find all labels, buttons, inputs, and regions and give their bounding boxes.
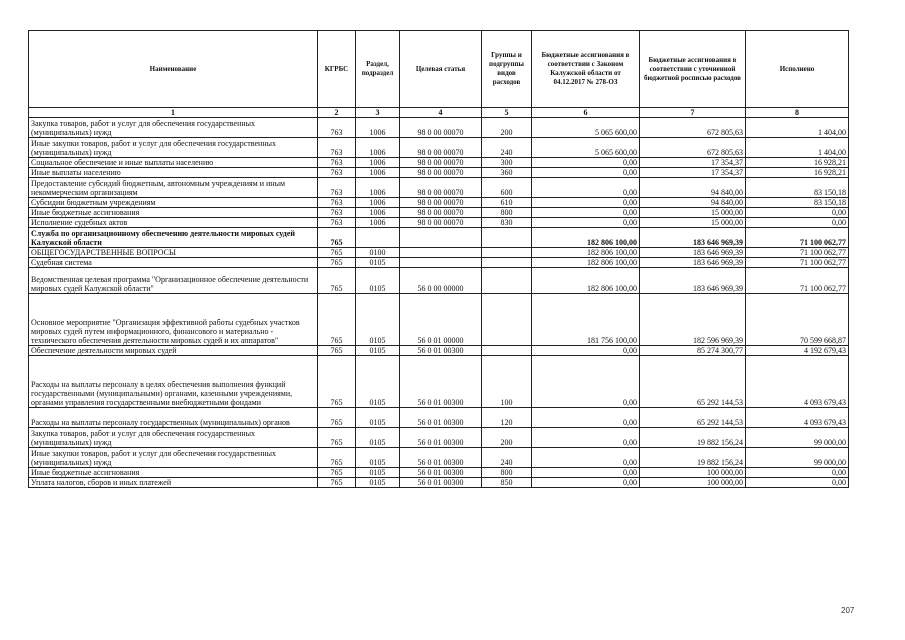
cell-refined: 94 840,00 bbox=[640, 198, 746, 208]
table-row bbox=[29, 408, 849, 428]
cell-name: Закупка товаров, работ и услуг для обеспечения государственных (муниципальных) нужд bbox=[29, 118, 318, 138]
header-name: Наименование bbox=[29, 31, 318, 108]
cell-name: Расходы на выплаты персоналу государственных (муниципальных) органов bbox=[29, 408, 318, 428]
cell-section: 0105 bbox=[356, 356, 400, 408]
cell-law: 0,00 bbox=[532, 408, 640, 428]
cell-law: 182 806 100,00 bbox=[532, 258, 640, 268]
cell-target: 56 0 01 00300 bbox=[400, 346, 482, 356]
cell-target: 56 0 01 00300 bbox=[400, 448, 482, 468]
cell-group bbox=[482, 294, 532, 346]
cell-section: 0105 bbox=[356, 258, 400, 268]
cell-group: 240 bbox=[482, 138, 532, 158]
cell-group bbox=[482, 346, 532, 356]
cell-refined: 183 646 969,39 bbox=[640, 258, 746, 268]
cell-kgrbs: 765 bbox=[318, 228, 356, 248]
cell-refined: 182 596 969,39 bbox=[640, 294, 746, 346]
cell-group: 200 bbox=[482, 428, 532, 448]
column-number: 6 bbox=[532, 108, 640, 118]
header-law: Бюджетные ассигнования в соответствии с Законом Калужской области от 04.12.2017 № 278-ОЗ bbox=[532, 31, 640, 108]
budget-document-sheet bbox=[28, 30, 848, 488]
cell-executed: 4 192 679,43 bbox=[746, 346, 849, 356]
cell-refined: 65 292 144,53 bbox=[640, 408, 746, 428]
cell-law: 182 806 100,00 bbox=[532, 248, 640, 258]
cell-section: 1006 bbox=[356, 158, 400, 168]
table-row bbox=[29, 294, 849, 346]
cell-group: 800 bbox=[482, 468, 532, 478]
cell-target: 98 0 00 00070 bbox=[400, 138, 482, 158]
cell-refined: 183 646 969,39 bbox=[640, 268, 746, 294]
cell-group: 360 bbox=[482, 168, 532, 178]
cell-refined: 183 646 969,39 bbox=[640, 248, 746, 258]
cell-law: 182 806 100,00 bbox=[532, 228, 640, 248]
header-kgrbs: КГРБС bbox=[318, 31, 356, 108]
cell-target: 56 0 01 00300 bbox=[400, 408, 482, 428]
cell-target: 56 0 01 00000 bbox=[400, 294, 482, 346]
cell-target: 56 0 01 00300 bbox=[400, 428, 482, 448]
cell-name: Судебная система bbox=[29, 258, 318, 268]
cell-group bbox=[482, 248, 532, 258]
cell-law: 0,00 bbox=[532, 178, 640, 198]
cell-law: 0,00 bbox=[532, 468, 640, 478]
cell-executed: 4 093 679,43 bbox=[746, 356, 849, 408]
cell-executed: 16 928,21 bbox=[746, 158, 849, 168]
cell-refined: 65 292 144,53 bbox=[640, 356, 746, 408]
cell-name: Исполнение судебных актов bbox=[29, 218, 318, 228]
cell-group bbox=[482, 268, 532, 294]
column-number: 7 bbox=[640, 108, 746, 118]
cell-law: 0,00 bbox=[532, 448, 640, 468]
cell-section: 0105 bbox=[356, 448, 400, 468]
cell-refined: 15 000,00 bbox=[640, 208, 746, 218]
cell-section: 0105 bbox=[356, 346, 400, 356]
cell-target: 98 0 00 00070 bbox=[400, 198, 482, 208]
cell-refined: 100 000,00 bbox=[640, 478, 746, 488]
cell-law: 0,00 bbox=[532, 158, 640, 168]
cell-kgrbs: 765 bbox=[318, 346, 356, 356]
cell-section: 0100 bbox=[356, 248, 400, 258]
cell-section: 1006 bbox=[356, 198, 400, 208]
header-executed: Исполнено bbox=[746, 31, 849, 108]
cell-executed: 71 100 062,77 bbox=[746, 248, 849, 258]
cell-name: Служба по организационному обеспечению деятельности мировых судей Калужской области bbox=[29, 228, 318, 248]
cell-refined: 183 646 969,39 bbox=[640, 228, 746, 248]
cell-kgrbs: 763 bbox=[318, 218, 356, 228]
cell-kgrbs: 763 bbox=[318, 138, 356, 158]
cell-section: 1006 bbox=[356, 168, 400, 178]
cell-name: Закупка товаров, работ и услуг для обеспечения государственных (муниципальных) нужд bbox=[29, 428, 318, 448]
cell-executed: 71 100 062,77 bbox=[746, 268, 849, 294]
cell-name: Обеспечение деятельности мировых судей bbox=[29, 346, 318, 356]
cell-name: Иные закупки товаров, работ и услуг для обеспечения государственных (муниципальных) нужд bbox=[29, 138, 318, 158]
cell-executed: 0,00 bbox=[746, 468, 849, 478]
cell-refined: 672 805,63 bbox=[640, 118, 746, 138]
header-target: Целевая статья bbox=[400, 31, 482, 108]
table-row bbox=[29, 228, 849, 248]
cell-kgrbs: 763 bbox=[318, 158, 356, 168]
cell-law: 0,00 bbox=[532, 478, 640, 488]
table-row bbox=[29, 468, 849, 478]
cell-group: 800 bbox=[482, 208, 532, 218]
cell-law: 0,00 bbox=[532, 346, 640, 356]
cell-target: 98 0 00 00070 bbox=[400, 158, 482, 168]
cell-name: Социальное обеспечение и иные выплаты населению bbox=[29, 158, 318, 168]
cell-target: 98 0 00 00070 bbox=[400, 168, 482, 178]
column-number: 1 bbox=[29, 108, 318, 118]
cell-section: 0105 bbox=[356, 428, 400, 448]
table-row bbox=[29, 248, 849, 258]
cell-kgrbs: 765 bbox=[318, 448, 356, 468]
table-row bbox=[29, 178, 849, 198]
table-row bbox=[29, 218, 849, 228]
table-row bbox=[29, 268, 849, 294]
cell-target: 98 0 00 00070 bbox=[400, 208, 482, 218]
column-number: 2 bbox=[318, 108, 356, 118]
cell-kgrbs: 763 bbox=[318, 168, 356, 178]
column-numbers-row bbox=[29, 108, 849, 118]
cell-executed: 71 100 062,77 bbox=[746, 258, 849, 268]
cell-name: Иные бюджетные ассигнования bbox=[29, 468, 318, 478]
header-refined: Бюджетные ассигнования в соответствии с уточненной бюджетной росписью расходов bbox=[640, 31, 746, 108]
cell-refined: 19 882 156,24 bbox=[640, 428, 746, 448]
cell-name: Основное мероприятие "Организация эффективной работы судебных участков мировых судей путем информационного, финансового и материально - технического обеспечения деятельности мировых судей и их аппаратов" bbox=[29, 294, 318, 346]
cell-target: 56 0 00 00000 bbox=[400, 268, 482, 294]
cell-kgrbs: 763 bbox=[318, 178, 356, 198]
cell-executed: 1 404,00 bbox=[746, 138, 849, 158]
cell-kgrbs: 763 bbox=[318, 198, 356, 208]
cell-executed: 83 150,18 bbox=[746, 178, 849, 198]
cell-section: 1006 bbox=[356, 118, 400, 138]
cell-section: 1006 bbox=[356, 178, 400, 198]
cell-name: Расходы на выплаты персоналу в целях обеспечения выполнения функций государственными (муниципальными) органами, казенными учреждениями, органами управления государственными внебюджетными фондами bbox=[29, 356, 318, 408]
cell-section bbox=[356, 228, 400, 248]
cell-name: Иные закупки товаров, работ и услуг для обеспечения государственных (муниципальных) нужд bbox=[29, 448, 318, 468]
cell-name: Иные выплаты населению bbox=[29, 168, 318, 178]
cell-section: 1006 bbox=[356, 208, 400, 218]
cell-executed: 99 000,00 bbox=[746, 428, 849, 448]
table-row bbox=[29, 346, 849, 356]
cell-kgrbs: 765 bbox=[318, 248, 356, 258]
cell-law: 182 806 100,00 bbox=[532, 268, 640, 294]
budget-table bbox=[28, 30, 849, 488]
cell-target: 56 0 01 00300 bbox=[400, 356, 482, 408]
page-number: 207 bbox=[841, 606, 855, 615]
table-row bbox=[29, 168, 849, 178]
cell-group: 120 bbox=[482, 408, 532, 428]
cell-law: 0,00 bbox=[532, 356, 640, 408]
table-row bbox=[29, 158, 849, 168]
cell-section: 0105 bbox=[356, 294, 400, 346]
column-number: 3 bbox=[356, 108, 400, 118]
cell-name: ОБЩЕГОСУДАРСТВЕННЫЕ ВОПРОСЫ bbox=[29, 248, 318, 258]
cell-target: 98 0 00 00070 bbox=[400, 218, 482, 228]
cell-section: 0105 bbox=[356, 408, 400, 428]
cell-group: 300 bbox=[482, 158, 532, 168]
header-row bbox=[29, 31, 849, 108]
cell-law: 0,00 bbox=[532, 428, 640, 448]
cell-refined: 100 000,00 bbox=[640, 468, 746, 478]
cell-section: 0105 bbox=[356, 478, 400, 488]
cell-group bbox=[482, 258, 532, 268]
cell-law: 5 065 600,00 bbox=[532, 138, 640, 158]
table-row bbox=[29, 138, 849, 158]
cell-group: 240 bbox=[482, 448, 532, 468]
cell-refined: 19 882 156,24 bbox=[640, 448, 746, 468]
cell-name: Иные бюджетные ассигнования bbox=[29, 208, 318, 218]
cell-executed: 70 599 668,87 bbox=[746, 294, 849, 346]
cell-refined: 85 274 300,77 bbox=[640, 346, 746, 356]
cell-refined: 17 354,37 bbox=[640, 168, 746, 178]
cell-name: Ведомственная целевая программа "Организационное обеспечение деятельности мировых судей Калужской области" bbox=[29, 268, 318, 294]
table-row bbox=[29, 478, 849, 488]
cell-target: 56 0 01 00300 bbox=[400, 468, 482, 478]
cell-executed: 99 000,00 bbox=[746, 448, 849, 468]
table-row bbox=[29, 208, 849, 218]
cell-kgrbs: 765 bbox=[318, 356, 356, 408]
table-row bbox=[29, 356, 849, 408]
cell-section: 0105 bbox=[356, 468, 400, 478]
column-number: 4 bbox=[400, 108, 482, 118]
cell-target: 98 0 00 00070 bbox=[400, 118, 482, 138]
cell-kgrbs: 765 bbox=[318, 408, 356, 428]
cell-executed: 0,00 bbox=[746, 218, 849, 228]
cell-group: 850 bbox=[482, 478, 532, 488]
cell-kgrbs: 763 bbox=[318, 118, 356, 138]
cell-executed: 0,00 bbox=[746, 208, 849, 218]
cell-law: 0,00 bbox=[532, 168, 640, 178]
cell-group: 600 bbox=[482, 178, 532, 198]
cell-executed: 4 093 679,43 bbox=[746, 408, 849, 428]
cell-group: 610 bbox=[482, 198, 532, 208]
cell-name: Уплата налогов, сборов и иных платежей bbox=[29, 478, 318, 488]
cell-name: Субсидии бюджетным учреждениям bbox=[29, 198, 318, 208]
cell-section: 1006 bbox=[356, 218, 400, 228]
cell-group: 830 bbox=[482, 218, 532, 228]
table-row bbox=[29, 448, 849, 468]
cell-law: 0,00 bbox=[532, 208, 640, 218]
cell-kgrbs: 765 bbox=[318, 428, 356, 448]
cell-executed: 1 404,00 bbox=[746, 118, 849, 138]
cell-target bbox=[400, 258, 482, 268]
cell-law: 181 756 100,00 bbox=[532, 294, 640, 346]
cell-executed: 0,00 bbox=[746, 478, 849, 488]
cell-kgrbs: 765 bbox=[318, 268, 356, 294]
cell-executed: 71 100 062,77 bbox=[746, 228, 849, 248]
cell-law: 0,00 bbox=[532, 218, 640, 228]
table-row bbox=[29, 258, 849, 268]
column-number: 8 bbox=[746, 108, 849, 118]
cell-section: 1006 bbox=[356, 138, 400, 158]
cell-section: 0105 bbox=[356, 268, 400, 294]
cell-group: 200 bbox=[482, 118, 532, 138]
cell-target: 98 0 00 00070 bbox=[400, 178, 482, 198]
cell-target bbox=[400, 228, 482, 248]
cell-law: 5 065 600,00 bbox=[532, 118, 640, 138]
cell-refined: 94 840,00 bbox=[640, 178, 746, 198]
table-row bbox=[29, 118, 849, 138]
cell-kgrbs: 765 bbox=[318, 258, 356, 268]
cell-name: Предоставление субсидий бюджетным, автономным учреждениям и иным некоммерческим организациям bbox=[29, 178, 318, 198]
cell-executed: 83 150,18 bbox=[746, 198, 849, 208]
cell-kgrbs: 765 bbox=[318, 294, 356, 346]
cell-target bbox=[400, 248, 482, 258]
cell-group: 100 bbox=[482, 356, 532, 408]
header-groups: Группы и подгруппы видов расходов bbox=[482, 31, 532, 108]
cell-kgrbs: 765 bbox=[318, 478, 356, 488]
cell-target: 56 0 01 00300 bbox=[400, 478, 482, 488]
header-section: Раздел, подраздел bbox=[356, 31, 400, 108]
cell-refined: 672 805,63 bbox=[640, 138, 746, 158]
cell-kgrbs: 765 bbox=[318, 468, 356, 478]
cell-kgrbs: 763 bbox=[318, 208, 356, 218]
table-row bbox=[29, 198, 849, 208]
cell-law: 0,00 bbox=[532, 198, 640, 208]
cell-refined: 15 000,00 bbox=[640, 218, 746, 228]
column-number: 5 bbox=[482, 108, 532, 118]
cell-executed: 16 928,21 bbox=[746, 168, 849, 178]
table-row bbox=[29, 428, 849, 448]
cell-group bbox=[482, 228, 532, 248]
cell-refined: 17 354,37 bbox=[640, 158, 746, 168]
